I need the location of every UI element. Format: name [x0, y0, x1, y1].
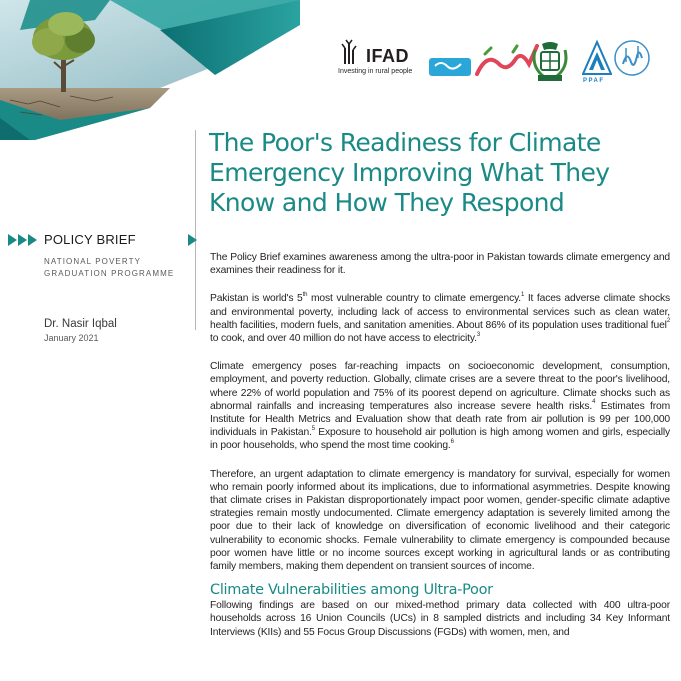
author-name: Dr. Nasir Iqbal	[44, 318, 117, 330]
programme-line-2: GRADUATION PROGRAMME	[44, 269, 175, 278]
section-heading: Climate Vulnerabilities among Ultra-Poor	[210, 582, 493, 599]
programme-name	[44, 256, 174, 280]
page-title: The Poor's Readiness for Climate Emergency Improving What They Know and How They Respond	[209, 128, 610, 217]
footnote-ref: 4	[592, 399, 596, 406]
pakistan-state-emblem	[532, 40, 568, 84]
urdu-calligraphy-seal	[614, 38, 650, 82]
paragraph-impacts: Climate emergency poses far-reaching impacts on socioeconomic development, consumption, employment, and poverty reduction. Globally, climate crises are a severe threat to the poor's livelihood, where 22% of world population and 75% of its poorest depend on agriculture. Climate shocks such as abnormal rainfalls and increasing temperatures also increase severe health risks.$^4$ Estimates from Institute for Health Metrics and Evaluation show that death rate from air pollution is 99 per 100,000 individuals in Pakistan.$^5$ Exposure to household air pollution is high among women and girls, especially in poor households, who spend the most time cooking.$^6$	[210, 361, 670, 452]
ehsaas-logo	[429, 44, 545, 84]
chevron-right-icon	[188, 233, 202, 247]
ppaf-triangle-logo	[582, 40, 612, 78]
ifad-tagline: Investing in rural people	[338, 68, 413, 75]
paragraph-findings: Following findings are based on our mixed-method primary data collected with 400 ultra-poor households across 16 Union Councils (UCs) in 8 sampled districts and including 34 Key Informant Interviews (KIIs) and 55 Focus Group Discussions (FGDs) with women, men, and	[210, 600, 670, 638]
brief-body	[210, 251, 670, 654]
double-chevron-right-icon	[8, 233, 38, 247]
ifad-logo-text: IFAD	[366, 46, 410, 66]
intro-paragraph: The Policy Brief examines awareness among the ultra-poor in Pakistan towards climate emergency and examines their readiness for it.	[210, 252, 670, 277]
policy-brief-label: POLICY BRIEF	[44, 232, 136, 247]
footnote-ref: 5	[311, 425, 315, 432]
footnote-ref: 2	[666, 318, 670, 325]
header-tree-artwork	[0, 0, 300, 140]
ppaf-logo-text: PPAF	[583, 78, 605, 84]
publication-date: January 2021	[44, 333, 99, 343]
footnote-ref: 6	[450, 439, 454, 446]
programme-line-1: NATIONAL POVERTY	[44, 257, 142, 266]
policy-brief-row	[0, 230, 681, 250]
footnote-ref: 3	[476, 331, 480, 338]
footnote-ref: 1	[521, 291, 525, 298]
partner-logos	[336, 38, 676, 88]
paragraph-vulnerability: Pakistan is world's 5th most vulnerable country to climate emergency.$^1$ It faces adverse climate shocks and environmental poverty, including lack of access to environmental services such as clean water, health facilities, modern fuels, and sanitation amenities. About 86% of its population uses traditional fuel$^2$ to cook, and over 40 million do not have access to electricity.$^3$	[210, 291, 670, 345]
paragraph-adaptation: Therefore, an urgent adaptation to climate emergency is mandatory for survival, especially for women who remain poorly informed about its implications, due to informational asymmetries. Despite knowing that climate crises in Pakistan disproportionately impact poor women, gender-specific climate adaptive strategies remain mostly undocumented. Climate emergency adaptation is severely limited among the poor due to their lack of knowledge on diversification of economic livelihood and their categoric vulnerability to economic shocks. Female vulnerability to climate emergency is compounded because poor women have little or no income sources except working in agricultural lands or as contributing family members, making them dependent on transient sources of income.	[210, 468, 670, 573]
